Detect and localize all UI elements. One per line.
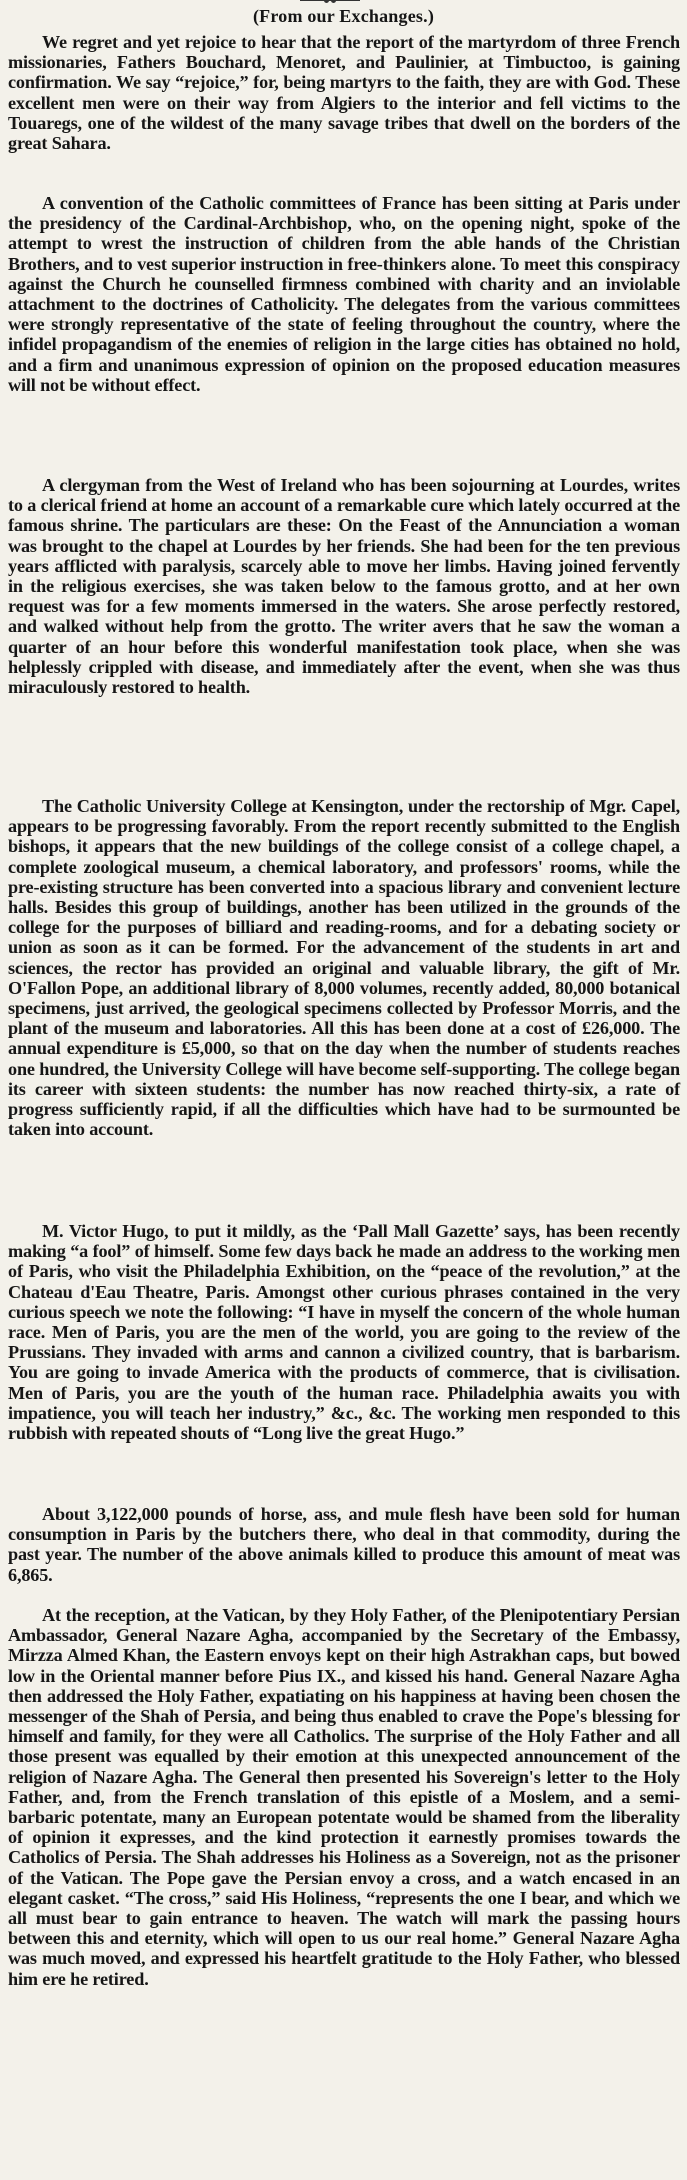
ornament-dot <box>324 0 329 3</box>
ornament-dot <box>331 0 336 3</box>
article-horse-flesh: About 3,122,000 pounds of horse, ass, and mule flesh have been sold for human consumption in Paris by the butchers there, who deal in that commodity, during the past year. The number of the above animals killed to produce this amount of meat was 6,865. <box>8 1504 680 1585</box>
section-heading: (From our Exchanges.) <box>252 6 435 26</box>
article-kensington: The Catholic University College at Kensington, under the rectorship of Mgr. Capel, appears to be progressing favorably. From the report recently submitted to the English bishops, it appears that the new buildings of the college consist of a college chapel, a complete zoological museum, a chemical laboratory, and professors' rooms, while the pre-existing structure has been converted into a spacious library and convenient lecture halls. Besides this group of buildings, another has been utilized in the grounds of the college for the purposes of billiard and reading-rooms, and for a debating society or union as soon as it can be formed. For the advancement of the students in art and sciences, the rector has provided an original and valuable library, the gift of Mr. O'Fallon Pope, an additional library of 8,000 volumes, recently added, 80,000 botanical specimens, just arrived, the geological specimens collected by Professor Morris, and the plant of the museum and laboratories. All this has been done at a cost of £26,000. The annual expenditure is £5,000, so that on the day when the number of students reaches one hundred, the University College will have become self-supporting. The college began its career with sixteen students: the number has now reached thirty-six, a rate of progress sufficiently rapid, if all the difficulties which have had to be surmounted be taken into account. <box>8 796 680 1140</box>
article-victor-hugo: M. Victor Hugo, to put it mildly, as the ‘Pall Mall Gazette’ says, has been recently making “a fool” of himself. Some few days back he made an address to the working men of Paris, who visit the Philadelphia Exhibition, on the “peace of the revolution,” at the Chateau d'Eau Theatre, Paris. Amongst other curious phrases contained in the very curious speech we note the following: “I have in myself the concern of the whole human race. Men of Paris, you are the men of the world, you are going to the review of the Prussians. They invaded with arms and cannon a civilized country, that is barbarism. You are going to invade America with the products of commerce, that is civilisation. Men of Paris, you are the youth of the human race. Philadelphia awaits you with impatience, you will teach her industry,” &c., &c. The working men responded to this rubbish with repeated shouts of “Long live the great Hugo.” <box>8 1221 680 1444</box>
article-martyrdom: We regret and yet rejoice to hear that the report of the martyrdom of three French missionaries, Fathers Bouchard, Menoret, and Paulinier, at Timbuctoo, is gaining confirmation. We say “rejoice,” for, being martyrs to the faith, they are with God. These excellent men were on their way from Algiers to the interior and fell victims to the Touaregs, one of the wildest of the many savage tribes that dwell on the borders of the great Sahara. <box>8 32 680 154</box>
article-lourdes: A clergyman from the West of Ireland who has been sojourning at Lourdes, writes to a clerical friend at home an account of a remarkable cure which lately occurred at the famous shrine. The particulars are these: On the Feast of the Annunciation a woman was brought to the chapel at Lourdes by her friends. She had been for the ten previous years afflicted with paralysis, scarcely able to move her limbs. Having joined fervently in the religious exercises, she was taken below to the famous grotto, and at her own request was for a few moments immersed in the waters. She arose perfectly restored, and walked without help from the grotto. The writer avers that he saw the woman a quarter of an hour before this wonderful manifestation took place, when she was helplessly crippled with disease, and immediately after the event, when she was thus miraculously restored to health. <box>8 475 680 698</box>
article-persian-ambassador: At the reception, at the Vatican, by they Holy Father, of the Plenipotentiary Persian Ambassador, General Nazare Agha, accompanied by the Secretary of the Embassy, Mirzza Almed Khan, the Eastern envoys kept on their high Astrakhan caps, but bowed low in the Oriental manner before Pius IX., and kissed his hand. General Nazare Agha then addressed the Holy Father, expatiating on his happiness at having been chosen the messenger of the Shah of Persia, and being thus enabled to crave the Pope's blessing for himself and family, for they were all Catholics. The surprise of the Holy Father and all those present was equalled by their emotion at this unexpected announcement of the religion of Nazare Agha. The General then presented his Sovereign's letter to the Holy Father, and, from the French translation of this epistle of a Moslem, and a semi-barbaric potentate, many an European potentate would be shamed from the liberality of opinion it expresses, and the kind protection it earnestly promises towards the Catholics of Persia. The Shah addresses his Holiness as a Sovereign, not as the prisoner of the Vatican. The Pope gave the Persian envoy a cross, and a watch encased in an elegant casket. “The cross,” said His Holiness, “represents the one I bear, and which we all must bear to gain entrance to heaven. The watch will mark the passing hours between this and eternity, which will open to us our real home.” General Nazare Agha was much moved, and expressed his heartfelt gratitude to the Holy Father, who blessed him ere he retired. <box>8 1605 680 1989</box>
article-convention: A convention of the Catholic committees of France has been sitting at Paris under the presidency of the Cardinal-Archbishop, who, on the opening night, spoke of the attempt to wrest the instruction of children from the able hands of the Christian Brothers, and to vest superior instruction in free-thinkers alone. To meet this conspiracy against the Church he counselled firmness combined with charity and an inviolable attachment to the doctrines of Catholicity. The delegates from the various committees were strongly representative of the state of feeling throughout the country, where the infidel propagandism of the enemies of religion in the large cities has obtained no hold, and a firm and unanimous expression of opinion on the proposed education measures will not be without effect. <box>8 193 680 395</box>
ornament-rule <box>300 0 360 5</box>
